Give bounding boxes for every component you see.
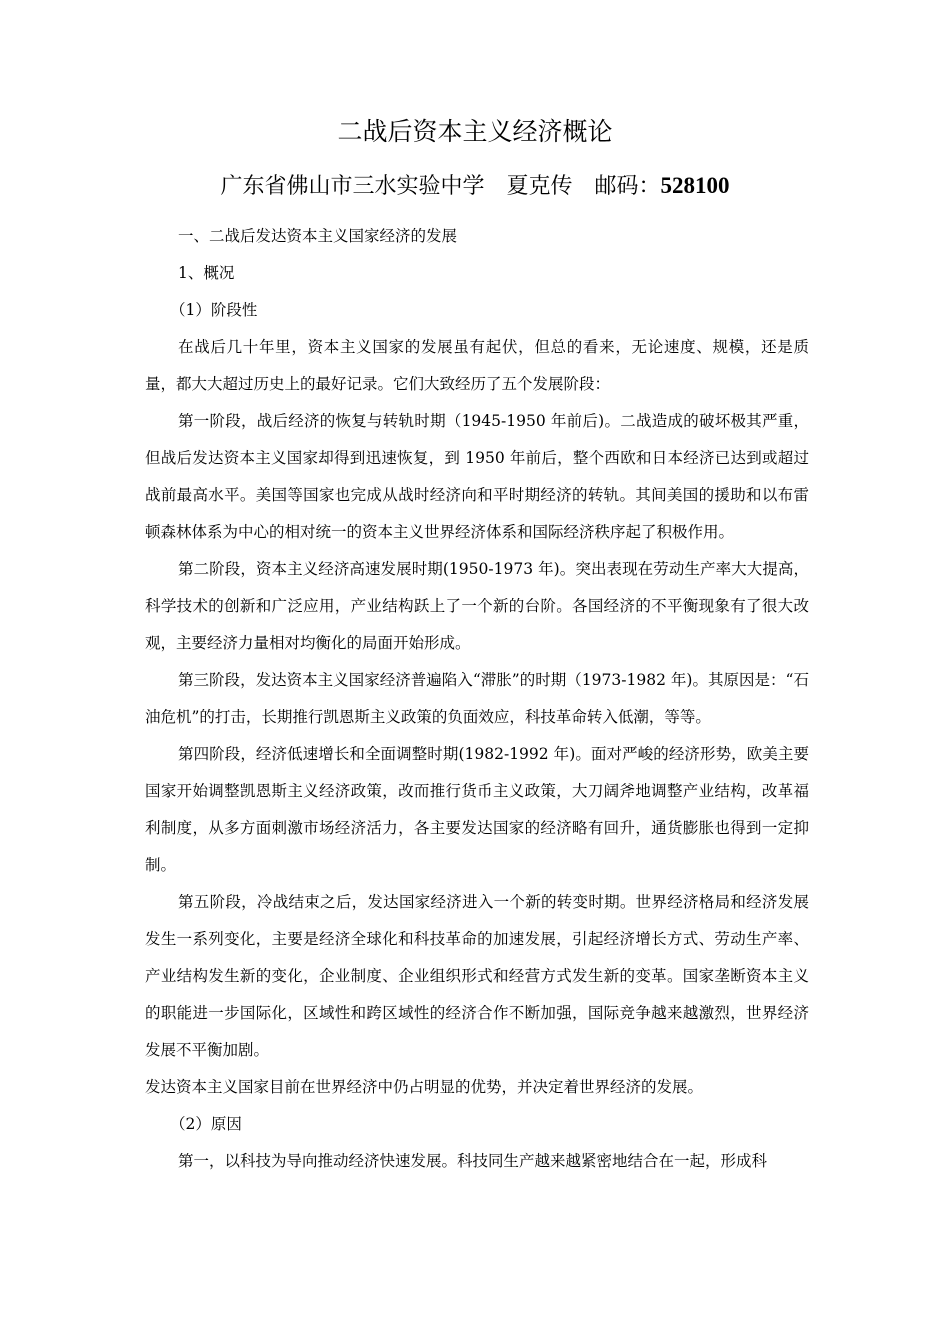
paragraph-stage-4: 第四阶段，经济低速增长和全面调整时期(1982-1992 年)。面对严峻的经济形势，欧美主要国家开始调整凯恩斯主义经济政策，改而推行货币主义政策，大刀阔斧地调整产业结构，改革福利制度，从多方面刺激市场经济活力，各主要发达国家的经济略有回升，通货膨胀也得到一定抑制。 bbox=[145, 745, 809, 874]
body-text bbox=[145, 218, 809, 1180]
section-heading: 一、二战后发达资本主义国家经济的发展 bbox=[178, 227, 458, 245]
postal-code: 528100 bbox=[660, 173, 730, 198]
paragraph-reason-1: 第一，以科技为导向推动经济快速发展。科技同生产越来越紧密地结合在一起，形成科 bbox=[178, 1152, 768, 1170]
paragraph-stage-5: 第五阶段，冷战结束之后，发达国家经济进入一个新的转变时期。世界经济格局和经济发展发生一系列变化，主要是经济全球化和科技革命的加速发展，引起经济增长方式、劳动生产率、产业结构发生新的变化，企业制度、企业组织形式和经营方式发生新的变革。国家垄断资本主义的职能进一步国际化，区域性和跨区域性的经济合作不断加强，国际竞争越来越激烈，世界经济发展不平衡加剧。 bbox=[145, 893, 809, 1059]
author-info: 广东省佛山市三水实验中学 夏克传 邮码： bbox=[220, 174, 661, 199]
subsubsection-heading: （1）阶段性 bbox=[170, 301, 258, 319]
paragraph-stage-1: 第一阶段，战后经济的恢复与转轨时期（1945-1950 年前后)。二战造成的破坏极其严重，但战后发达资本主义国家却得到迅速恢复，到 1950 年前后，整个西欧和日本经济已达到或超过战前最高水平。美国等国家也完成从战时经济向和平时期经济的转轨。其间美国的援助和以布雷顿森林体系为中心的相对统一的资本主义世界经济体系和国际经济秩序起了积极作用。 bbox=[145, 412, 809, 541]
paragraph-stage-2: 第二阶段，资本主义经济高速发展时期(1950-1973 年)。突出表现在劳动生产率大大提高，科学技术的创新和广泛应用，产业结构跃上了一个新的台阶。各国经济的不平衡现象有了很大改观，主要经济力量相对均衡化的局面开始形成。 bbox=[145, 560, 809, 652]
paragraph-intro: 在战后几十年里，资本主义国家的发展虽有起伏，但总的看来，无论速度、规模，还是质量，都大大超过历史上的最好记录。它们大致经历了五个发展阶段： bbox=[145, 338, 809, 393]
subsection-heading: 1、概况 bbox=[178, 264, 235, 282]
paragraph-summary: 发达资本主义国家目前在世界经济中仍占明显的优势，并决定着世界经济的发展。 bbox=[145, 1078, 704, 1096]
subsubsection-heading-reasons: （2）原因 bbox=[170, 1115, 242, 1133]
paragraph-stage-3: 第三阶段，发达资本主义国家经济普遍陷入“滞胀”的时期（1973-1982 年)。其原因是：“石油危机”的打击，长期推行凯恩斯主义政策的负面效应，科技革命转入低潮，等等。 bbox=[145, 671, 809, 726]
author-line bbox=[0, 166, 950, 207]
document-title: 二战后资本主义经济概论 bbox=[337, 117, 613, 146]
